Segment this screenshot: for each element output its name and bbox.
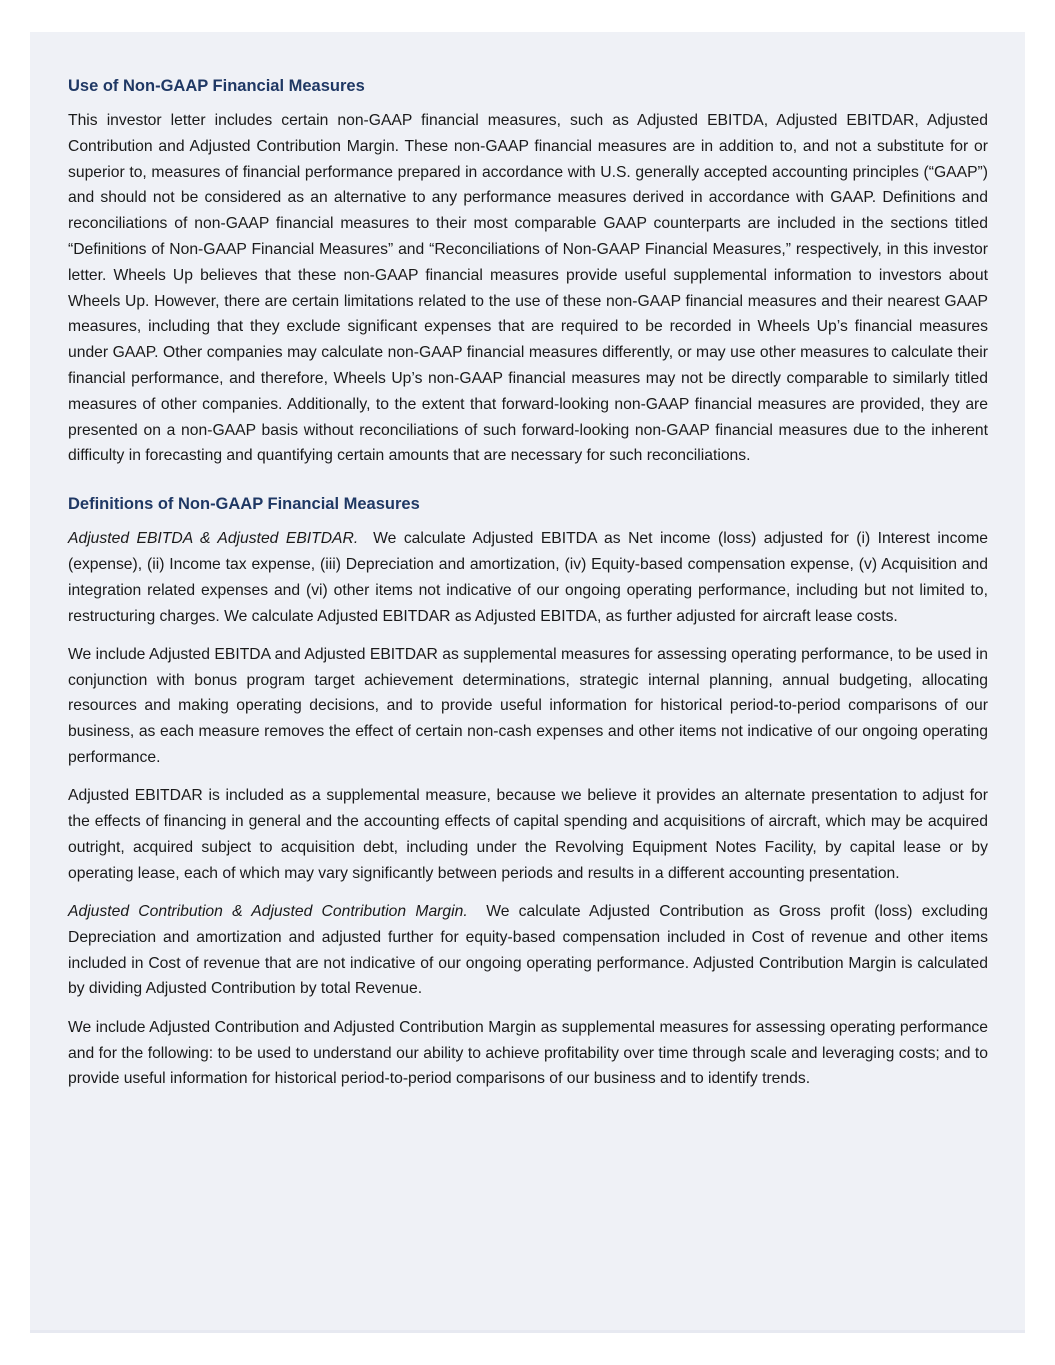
- section-use-of-non-gaap: [68, 75, 988, 469]
- document-page: [30, 32, 1025, 1333]
- section-definitions-of-non-gaap: [68, 493, 988, 1092]
- paragraph-lead-italic: Adjusted Contribution & Adjusted Contribution Margin.: [68, 903, 468, 921]
- paragraph-text: We calculate Adjusted Contribution as Gross profit (loss) excluding Depreciation and amortization and adjusted further for equity-based compensation included in Cost of revenue and other items included in Cost of revenue that are not indicative of our ongoing operating performance. Adjusted Contribution Margin is calculated by dividing Adjusted Contribution by total Revenue.: [68, 903, 988, 998]
- paragraph-text: Adjusted EBITDAR is included as a supplemental measure, because we believe it provides an alternate presentation to adjust for the effects of financing in general and the accounting effects of capital spending and acquisitions of aircraft, which may be acquired outright, acquired subject to acquisition debt, including under the Revolving Equipment Notes Facility, by capital lease or by operating lease, each of which may vary significantly between periods and results in a different accounting presentation.: [68, 787, 988, 882]
- paragraph-text: This investor letter includes certain non-GAAP financial measures, such as Adjusted EBITDA, Adjusted EBITDAR, Adjusted Contribution and Adjusted Contribution Margin. These non-GAAP financial measures are in addition to, and not a substitute for or superior to, measures of financial performance prepared in accordance with U.S. generally accepted accounting principles (“GAAP”) and should not be considered as an alternative to any performance measures derived in accordance with GAAP. Definitions and reconciliations of non-GAAP financial measures to their most comparable GAAP counterparts are included in the sections titled “Definitions of Non-GAAP Financial Measures” and “Reconciliations of Non-GAAP Financial Measures,” respectively, in this investor letter. Wheels Up believes that these non-GAAP financial measures provide useful supplemental information to investors about Wheels Up. However, there are certain limitations related to the use of these non-GAAP financial measures and their nearest GAAP measures, including that they exclude significant expenses that are required to be recorded in Wheels Up’s financial measures under GAAP. Other companies may calculate non-GAAP financial measures differently, or may use other measures to calculate their financial performance, and therefore, Wheels Up’s non-GAAP financial measures may not be directly comparable to similarly titled measures of other companies. Additionally, to the extent that forward-looking non-GAAP financial measures are provided, they are presented on a non-GAAP basis without reconciliations of such forward-looking non-GAAP financial measures due to the inherent difficulty in forecasting and quantifying certain amounts that are necessary for such reconciliations.: [68, 112, 988, 465]
- paragraph: [68, 642, 988, 771]
- paragraph-text: We include Adjusted EBITDA and Adjusted EBITDAR as supplemental measures for assessing operating performance, to be used in conjunction with bonus program target achievement determinations, strategic internal planning, annual budgeting, allocating resources and making operating decisions, and to provide useful information for historical period-to-period comparisons of our business, as each measure removes the effect of certain non-cash expenses and other items not indicative of our ongoing operating performance.: [68, 645, 988, 767]
- paragraph-lead-italic: Adjusted EBITDA & Adjusted EBITDAR.: [68, 530, 359, 548]
- paragraph-text: We include Adjusted Contribution and Adjusted Contribution Margin as supplemental measures for assessing operating performance and for the following: to be used to understand our ability to achieve profitability over time through scale and leveraging costs; and to provide useful information for historical period-to-period comparisons of our business and to identify trends.: [68, 1018, 988, 1088]
- paragraph: [68, 1015, 988, 1092]
- paragraph: [68, 108, 988, 469]
- paragraph: [68, 899, 988, 1002]
- paragraph-text: We calculate Adjusted EBITDA as Net income (loss) adjusted for (i) Interest income (expense), (ii) Income tax expense, (iii) Depreciation and amortization, (iv) Equity-based compensation expense, (v) Acquisition and integration related expenses and (vi) other items not indicative of our ongoing operating performance, including but not limited to, restructuring charges. We calculate Adjusted EBITDAR as Adjusted EBITDA, as further adjusted for aircraft lease costs.: [68, 530, 989, 625]
- paragraph: [68, 783, 988, 886]
- paragraph: [68, 526, 988, 629]
- section-heading: Use of Non-GAAP Financial Measures: [68, 77, 365, 95]
- section-heading: Definitions of Non-GAAP Financial Measures: [68, 495, 420, 514]
